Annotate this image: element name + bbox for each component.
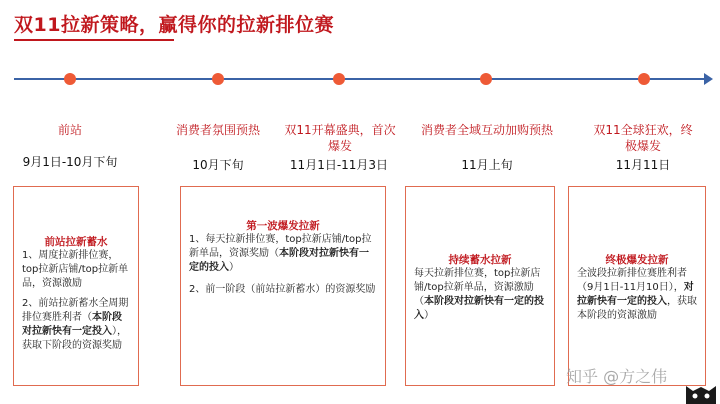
card-point-1: 全波段拉新排位赛胜利者（9月1日-11月10日），对拉新快有一定的投入，获取本阶段的资源激励 [577, 268, 697, 321]
card-point-1: 1、每天拉新排位赛，top拉新店铺/top拉新单品，资源奖励（本阶段对拉新快有一定的投入） [189, 234, 372, 273]
stage-date-4: 11月上旬 [461, 158, 513, 172]
stage-card-3 [405, 186, 555, 386]
timeline-dot-3 [333, 73, 345, 85]
card-point-2: 2、前一阶段（前站拉新蓄水）的资源奖励 [189, 284, 376, 295]
timeline-dot-4 [480, 73, 492, 85]
stage-label-2: 消费者氛围预热 [175, 123, 260, 137]
stage-label-1: 前站 [57, 123, 82, 137]
stage-label-5: 双11全球狂欢，终极爆发 [593, 123, 693, 153]
title-underline [14, 39, 174, 41]
card-title: 第一波爆发拉新 [246, 220, 320, 232]
cat-logo-icon [682, 378, 720, 404]
stage-card-2 [180, 186, 386, 386]
card-point-2: 2、前站拉新蓄水全周期排位赛胜利者（本阶段对拉新快有一定投入），获取下阶段的资源奖励 [22, 298, 129, 351]
stage-label-3: 双11开幕盛典，首次爆发 [284, 123, 396, 153]
timeline-dot-5 [638, 73, 650, 85]
stage-card-1 [13, 186, 139, 386]
timeline-axis [14, 78, 708, 80]
stage-date-5: 11月11日 [615, 158, 671, 172]
card-point-1: 每天拉新排位赛，top拉新店铺/top拉新单品，资源激励（本阶段对拉新快有一定的投入） [414, 268, 544, 321]
stage-card-4 [568, 186, 706, 386]
card-title: 前站拉新蓄水 [44, 236, 108, 248]
stage-label-4: 消费者全域互动加购预热 [420, 123, 553, 137]
watermark: 知乎 @方之伟 [566, 367, 668, 386]
card-title: 持续蓄水拉新 [448, 254, 512, 266]
card-point-1: 1、周度拉新排位赛，top拉新店铺/top拉新单品，资源激励 [22, 250, 129, 289]
card-title: 终极爆发拉新 [605, 254, 669, 266]
stage-date-1: 9月1日-10月下旬 [22, 155, 118, 169]
timeline-dot-1 [64, 73, 76, 85]
timeline-arrow-icon [704, 73, 713, 85]
page-title: 双11拉新策略，赢得你的拉新排位赛 [14, 14, 334, 36]
stage-date-2: 10月下旬 [192, 158, 244, 172]
timeline-dot-2 [212, 73, 224, 85]
stage-date-3: 11月1日-11月3日 [289, 158, 389, 172]
